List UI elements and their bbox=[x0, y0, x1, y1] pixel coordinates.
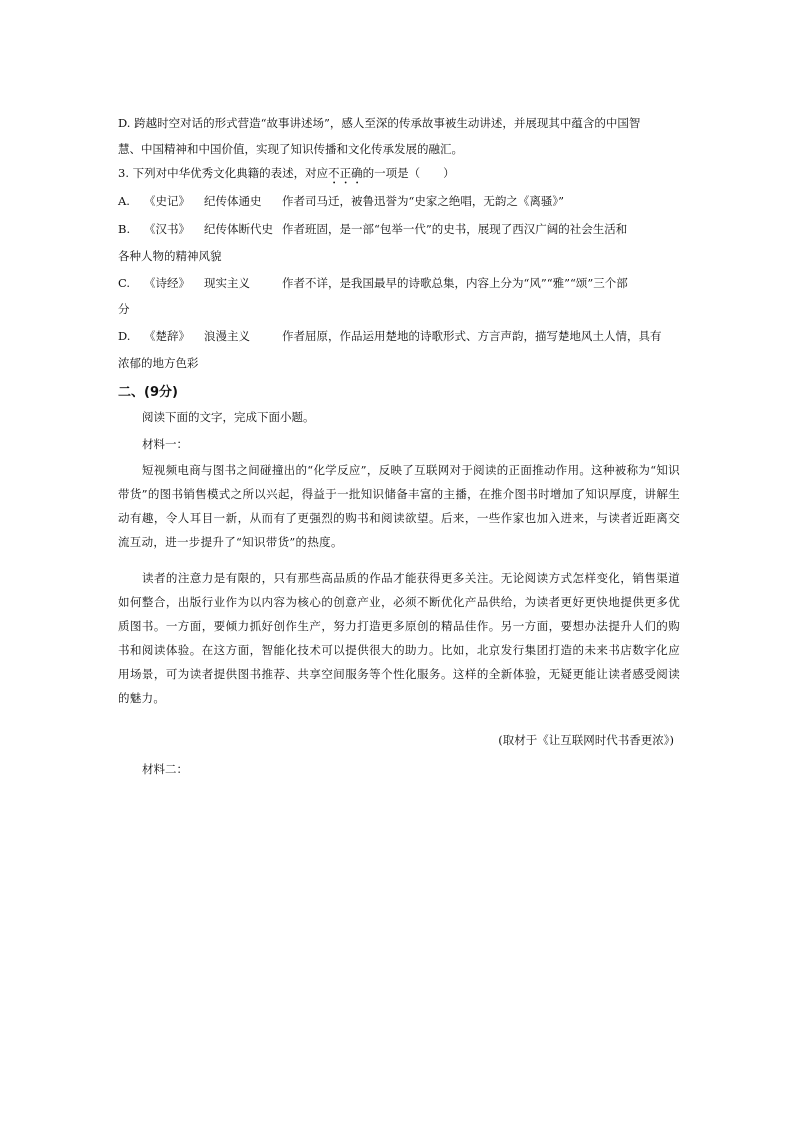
option-desc: 作者不详，是我国最早的诗歌总集，内容上分为“风”“雅”“颂”三个部 bbox=[282, 276, 628, 290]
q3-option-c bbox=[118, 275, 680, 292]
q2-option-d-line1: D. 跨越时空对话的形式营造“故事讲述场”，感人至深的传承故事被生动讲述，并展现其中蕴含的中国智 bbox=[118, 116, 641, 130]
option-genre: 浪漫主义 bbox=[204, 329, 250, 343]
option-book: 《汉书》 bbox=[144, 222, 190, 236]
material1-paragraph1: 短视频电商与图书之间碰撞出的“化学反应”，反映了互联网对于阅读的正面推动作用。这种被称为“知识带货”的图书销售模式之所以兴起，得益于一批知识储备丰富的主播，在推介图书时增加了知识厚度，讲解生动有趣，令人耳目一新，从而有了更强烈的购书和阅读欲望。后来，一些作家也加入进来，与读者近距离交流互动，进一步提升了“知识带货”的热度。 bbox=[118, 463, 680, 549]
material1-label: 材料一： bbox=[142, 437, 188, 451]
option-desc: 作者班固，是一部“包举一代”的史书，展现了西汉广阔的社会生活和 bbox=[282, 222, 628, 236]
q3-stem-emphasis: 不正确 bbox=[328, 166, 363, 180]
q3-option-d-cont: 浓郁的地方色彩 bbox=[118, 356, 199, 370]
q3-option-c-cont: 分 bbox=[118, 302, 130, 316]
option-genre: 纪传体通史 bbox=[204, 194, 262, 208]
option-letter: B. bbox=[118, 222, 131, 236]
option-genre: 纪传体断代史 bbox=[204, 222, 273, 236]
option-letter: D. bbox=[118, 329, 131, 343]
q3-stem bbox=[118, 165, 680, 187]
option-desc: 作者司马迁，被鲁迅誉为“史家之绝唱，无韵之《离骚》” bbox=[282, 194, 565, 208]
option-book: 《楚辞》 bbox=[144, 329, 190, 343]
q3-stem-after: 的一项是（ ） bbox=[362, 166, 455, 180]
option-book: 《史记》 bbox=[144, 194, 190, 208]
q3-option-a bbox=[118, 193, 680, 210]
option-desc: 作者屈原，作品运用楚地的诗歌形式、方言声韵，描写楚地风土人情，具有 bbox=[282, 329, 662, 343]
q3-option-b-cont: 各种人物的精神风貌 bbox=[118, 249, 222, 263]
section-title: 二、(9分) bbox=[118, 385, 178, 400]
material1-source: (取材于《让互联网时代书香更浓》) bbox=[498, 733, 674, 747]
q3-option-b bbox=[118, 221, 680, 238]
material2-label: 材料二： bbox=[142, 762, 188, 776]
option-letter: C. bbox=[118, 276, 131, 290]
instruction: 阅读下面的文字，完成下面小题。 bbox=[142, 410, 315, 424]
material1-paragraph2: 读者的注意力是有限的，只有那些高品质的作品才能获得更多关注。无论阅读方式怎样变化，销售渠道如何整合，出版行业作为以内容为核心的创意产业，必须不断优化产品供给，为读者更好更快地提供更多优质图书。一方面，要倾力抓好创作生产，努力打造更多原创的精品佳作。另一方面，要想办法提升人们的购书和阅读体验。在这方面，智能化技术可以提供很大的助力。比如，北京发行集团打造的未来书店数字化应用场景，可为读者提供图书推荐、共享空间服务等个性化服务。这样的全新体验，无疑更能让读者感受阅读的魅力。 bbox=[118, 571, 680, 705]
q3-stem-before: 3. 下列对中华优秀文化典籍的表述，对应 bbox=[118, 166, 329, 180]
option-book: 《诗经》 bbox=[144, 276, 190, 290]
q2-option-d-line2: 慧、中国精神和中国价值，实现了知识传播和文化传承发展的融汇。 bbox=[118, 142, 463, 156]
option-letter: A. bbox=[118, 194, 130, 208]
option-genre: 现实主义 bbox=[204, 276, 250, 290]
q3-option-d bbox=[118, 328, 680, 345]
